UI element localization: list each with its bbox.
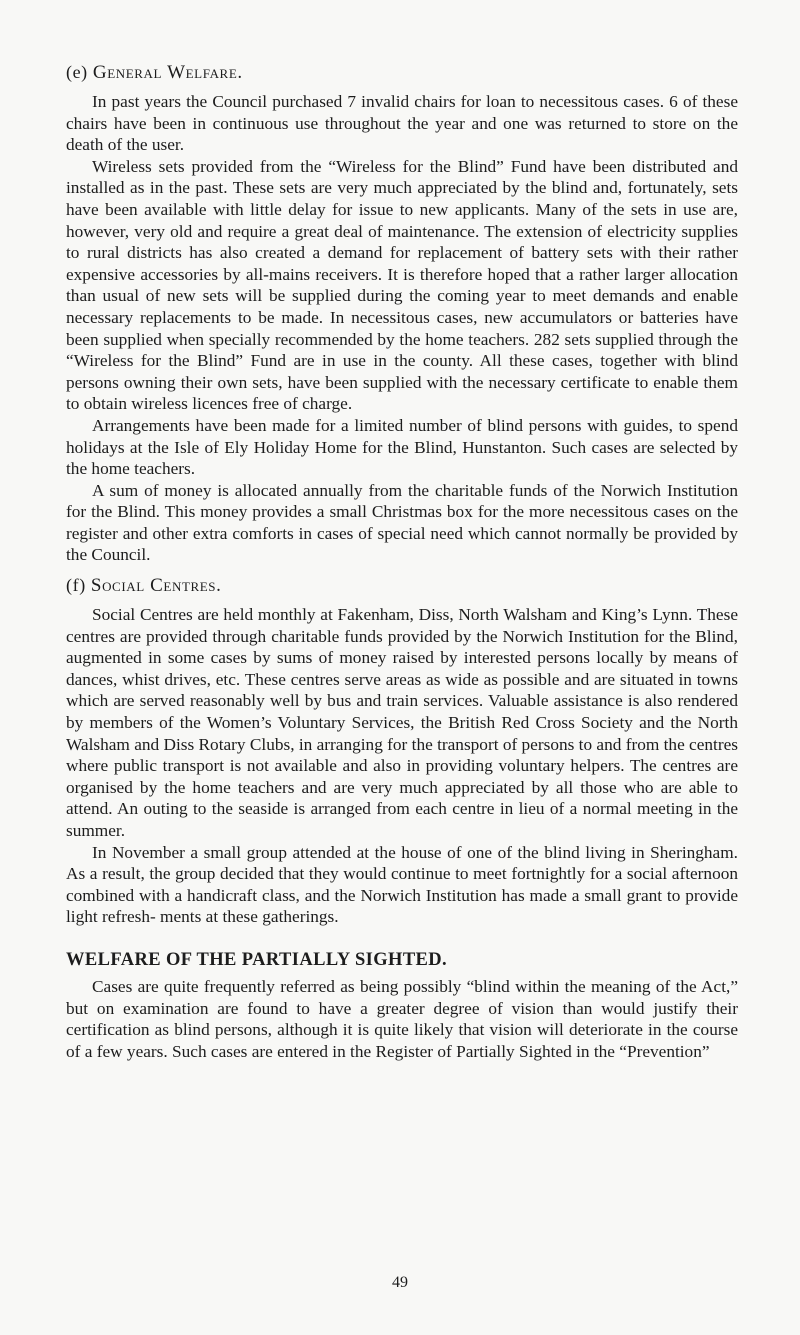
section-heading-general-welfare — [66, 60, 738, 85]
paragraph: Cases are quite frequently referred as being possibly “blind within the meaning of the Act,” but on examination are found to have a greater degree of vision than would justify their certification as blind persons, although it is quite likely that vision will deteriorate in the course of a few years. Such cases are entered in the Register of Partially Sighted in the “Prevention” — [66, 976, 738, 1061]
paragraph: Arrangements have been made for a limited number of blind persons with guides, to spend holidays at the Isle of Ely Holiday Home for the Blind, Hunstanton. Such cases are selected by the home teachers. — [66, 415, 738, 479]
section-body-social-centres — [66, 604, 738, 928]
section-label: (e) — [66, 62, 88, 82]
section-heading-social-centres — [66, 573, 738, 598]
paragraph: Social Centres are held monthly at Fakenham, Diss, North Walsham and King’s Lynn. These centres are provided through charitable funds provided by the Norwich Institution for the Blind, augmented in some cases by sums of money raised by interested persons locally by means of dances, whist drives, etc. These centres serve areas as wide as possible and are situated in towns which are served reasonably well by bus and train services. Valuable assistance is also rendered by members of the Women’s Voluntary Services, the British Red Cross Society and the North Walsham and Diss Rotary Clubs, in arranging for the transport of persons to and from the centres where public transport is not available and also in providing voluntary helpers. The centres are organised by the home teachers and are very much appreciated by all those who are able to attend. An outing to the seaside is arranged from each centre in lieu of a normal meeting in the summer. — [66, 605, 738, 840]
page-number: 49 — [392, 1274, 408, 1291]
section-label: (f) — [66, 575, 86, 596]
section-title: Social Centres. — [90, 575, 222, 597]
section-body-general-welfare — [66, 91, 738, 566]
paragraph: In November a small group attended at the house of one of the blind living in Sheringham. As a result, the group decided that they would continue to meet fortnightly for a social afternoon combined with a handicraft class, and the Norwich Institution has made a small grant to provide light refresh- ments at these gatherings. — [66, 842, 738, 927]
paragraph: A sum of money is allocated annually from the charitable funds of the Norwich Institution for the Blind. This money provides a small Christmas box for the more necessitous cases on the register and other extra comforts in cases of special need which cannot normally be provided by the Council. — [66, 480, 738, 565]
heading-partially-sighted: WELFARE OF THE PARTIALLY SIGHTED. — [66, 949, 448, 970]
paragraph: Wireless sets provided from the “Wireless for the Blind” Fund have been distributed and installed as in the past. These sets are very much appreciated by the blind and, fortunately, sets have been available with little delay for issue to new applicants. Many of the sets in use are, however, very old and require a great deal of maintenance. The extension of electricity supplies to rural districts has also created a demand for replacement of battery sets with their rather expensive accessories by all-mains receivers. It is therefore hoped that a rather larger allocation than usual of new sets will be supplied during the coming year to meet demands and enable necessary replacements to be made. In necessitous cases, new accumulators or batteries have been supplied when specially recommended by the home teachers. 282 sets supplied through the “Wireless for the Blind” Fund are in use in the county. All these cases, together with blind persons owning their own sets, have been supplied with the necessary certificate to enable them to obtain wireless licences free of charge. — [66, 156, 738, 414]
paragraph: In past years the Council purchased 7 invalid chairs for loan to necessitous cases. 6 of these chairs have been in continuous use throughout the year and one was returned to store on the death of the user. — [66, 92, 738, 155]
section-body-partially-sighted — [66, 976, 738, 1062]
section-title: General Welfare. — [92, 62, 243, 83]
